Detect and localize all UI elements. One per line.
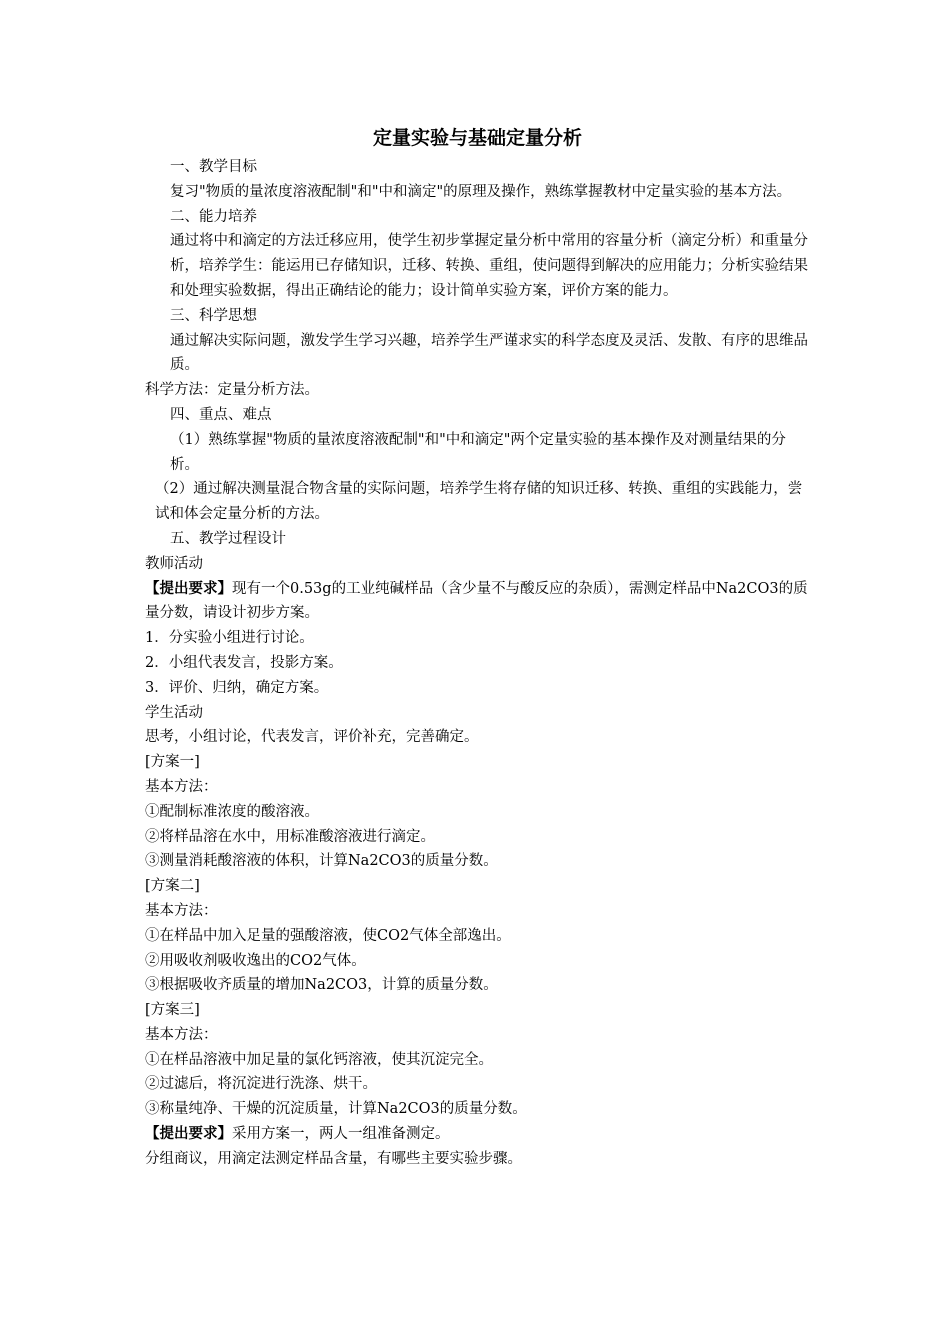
requirement-1-text: 现有一个0.53g的工业纯碱样品（含少量不与酸反应的杂质），需测定样品中Na2CO3的质量分数，请设计初步方案。 <box>145 580 808 622</box>
section-heading-thinking: 三、科学思想 <box>170 307 257 324</box>
key-point-2 <box>145 477 810 527</box>
plan-name: [方案一] <box>145 754 200 771</box>
plan-method-label: 基本方法： <box>145 902 218 919</box>
plan-step: ③称量纯净、干燥的沉淀质量，计算Na2CO3的质量分数。 <box>145 1101 527 1118</box>
plan-name: [方案二] <box>145 878 200 895</box>
section-heading-abilities: 二、能力培养 <box>170 208 257 225</box>
requirement-2 <box>145 1122 810 1147</box>
scientific-method-line: 科学方法：定量分析方法。 <box>145 382 319 399</box>
thinking-paragraph <box>145 329 810 379</box>
plan-step: ②过滤后，将沉淀进行洗涤、烘干。 <box>145 1076 377 1093</box>
requirement-1-tag: 【提出要求】 <box>145 579 232 597</box>
plan-step: ①配制标准浓度的酸溶液。 <box>145 803 319 820</box>
key-point-2-text: （2）通过解决测量混合物含量的实际问题，培养学生将存储的知识迁移、转换、重组的实践能力，尝试和体会定量分析的方法。 <box>155 481 803 523</box>
plan-step: ③测量消耗酸溶液的体积，计算Na2CO3的质量分数。 <box>145 853 498 870</box>
plan-step: ③根据吸收齐质量的增加Na2CO3，计算的质量分数。 <box>145 977 498 994</box>
key-point-1-text: （1）熟练掌握"物质的量浓度溶液配制"和"中和滴定"两个定量实验的基本操作及对测量结果的分析。 <box>170 431 786 473</box>
requirement-2-tag: 【提出要求】 <box>145 1125 232 1143</box>
objectives-paragraph <box>145 180 810 205</box>
plan-method-label: 基本方法： <box>145 1026 218 1043</box>
plan-step: ①在样品溶液中加足量的氯化钙溶液，使其沉淀完全。 <box>145 1051 493 1068</box>
step-item: 1．分实验小组进行讨论。 <box>145 630 314 647</box>
document-title: 定量实验与基础定量分析 <box>372 127 582 149</box>
final-instruction: 分组商议，用滴定法测定样品含量，有哪些主要实验步骤。 <box>145 1150 522 1167</box>
section-heading-process: 五、教学过程设计 <box>170 530 286 547</box>
key-point-1 <box>145 428 810 478</box>
plan-name: [方案三] <box>145 1002 200 1019</box>
step-item: 2．小组代表发言，投影方案。 <box>145 654 343 671</box>
abilities-paragraph <box>145 229 810 303</box>
plan-step: ②将样品溶在水中，用标准酸溶液进行滴定。 <box>145 828 435 845</box>
section-heading-objectives: 一、教学目标 <box>170 159 257 175</box>
abilities-text: 通过将中和滴定的方法迁移应用，使学生初步掌握定量分析中常用的容量分析（滴定分析）和重量分析，培养学生：能运用已存储知识，迁移、转换、重组，使问题得到解决的应用能力；分析实验结果和处理实验数据，得出正确结论的能力；设计简单实验方案，评价方案的能力。 <box>170 233 808 299</box>
step-item: 3．评价、归纳，确定方案。 <box>145 679 329 696</box>
plan-step: ①在样品中加入足量的强酸溶液，使CO2气体全部逸出。 <box>145 927 511 944</box>
requirement-1 <box>145 577 810 627</box>
student-activity-label: 学生活动 <box>145 704 203 721</box>
objectives-text: 复习"物质的量浓度溶液配制"和"中和滴定"的原理及操作，熟练掌握教材中定量实验的基本方法。 <box>170 183 792 200</box>
thinking-text: 通过解决实际问题，激发学生学习兴趣，培养学生严谨求实的科学态度及灵活、发散、有序的思维品质。 <box>170 332 808 374</box>
document-page <box>145 121 810 1172</box>
student-activity-text: 思考，小组讨论，代表发言，评价补充，完善确定。 <box>145 729 479 746</box>
teacher-activity-label: 教师活动 <box>145 555 203 572</box>
section-heading-key-points: 四、重点、难点 <box>170 406 272 423</box>
plan-step: ②用吸收剂吸收逸出的CO2气体。 <box>145 952 366 969</box>
plan-method-label: 基本方法： <box>145 778 218 795</box>
requirement-2-text: 采用方案一，两人一组准备测定。 <box>232 1126 450 1143</box>
